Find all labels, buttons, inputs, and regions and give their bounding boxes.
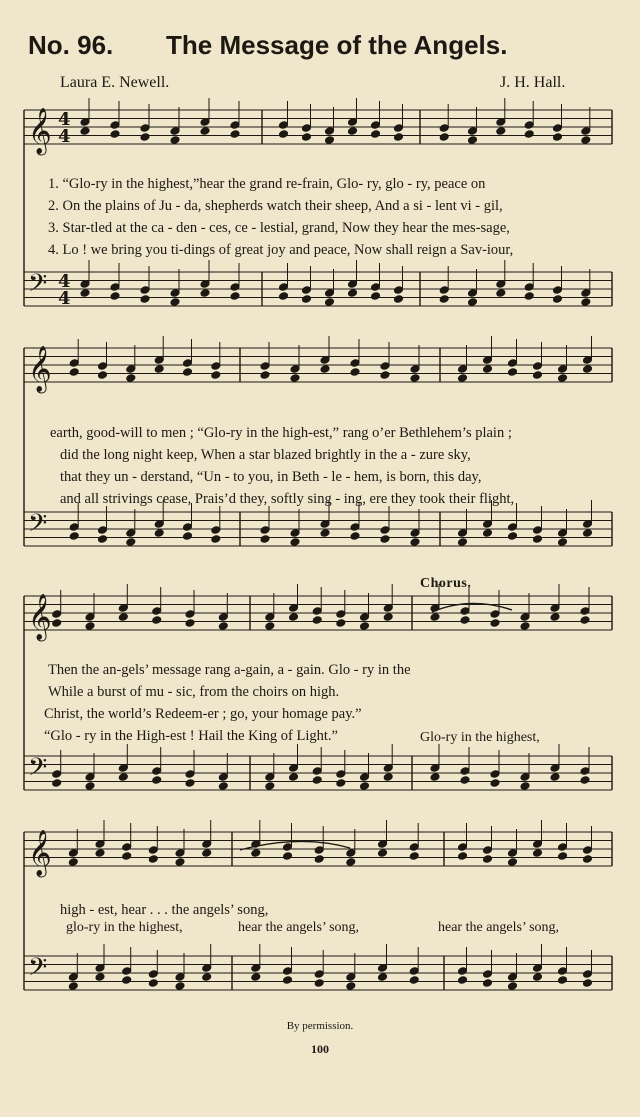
notehead: [482, 529, 492, 538]
treble-clef-icon: 𝄞: [28, 346, 52, 392]
notehead: [97, 535, 107, 544]
notehead: [110, 130, 120, 139]
notehead: [524, 292, 534, 301]
notehead: [154, 529, 164, 538]
notehead: [80, 289, 90, 298]
lyric-verse4-line3: “Glo - ry in the High-est ! Hail the King of Light.”: [44, 728, 338, 744]
notehead: [301, 133, 311, 142]
notehead: [218, 782, 228, 791]
notehead: [460, 776, 470, 785]
lyric-verse4-line2: and all strivings cease, Prais’d they, softly sing - ing, ere they took their flight,: [60, 491, 515, 507]
notehead: [182, 368, 192, 377]
notehead: [581, 136, 591, 145]
lyric-verse2-line2: did the long night keep, When a star blazed brightly in the a - zure sky,: [60, 447, 471, 463]
notehead: [148, 855, 158, 864]
chorus-bass-lyric-1: glo-ry in the highest,: [66, 920, 183, 935]
clefs: [28, 108, 71, 988]
lyric-verse1-line3: Then the an-gels’ message rang a-gain, a - gain. Glo - ry in the: [48, 662, 411, 678]
notehead: [126, 374, 136, 383]
notehead: [460, 616, 470, 625]
notehead: [312, 776, 322, 785]
notehead: [380, 371, 390, 380]
time-signature-digit: 4: [58, 126, 71, 147]
notehead: [110, 292, 120, 301]
notehead: [467, 298, 477, 307]
notehead: [582, 529, 592, 538]
notehead: [582, 855, 592, 864]
notehead: [68, 858, 78, 867]
notehead: [507, 982, 517, 991]
notehead: [118, 773, 128, 782]
bass-clef-icon: 𝄢: [28, 753, 48, 788]
notehead: [377, 973, 387, 982]
time-signature-digit: 4: [58, 271, 71, 292]
notehead: [52, 779, 62, 788]
chorus-bass-lyric-2: hear the angels’ song,: [238, 920, 360, 935]
notehead: [301, 295, 311, 304]
notehead: [211, 535, 221, 544]
time-signature-digit: 4: [58, 109, 71, 130]
notehead: [524, 130, 534, 139]
notehead: [439, 295, 449, 304]
notehead: [550, 613, 560, 622]
notehead: [230, 292, 240, 301]
notehead: [467, 136, 477, 145]
notehead: [200, 289, 210, 298]
notehead: [69, 368, 79, 377]
notehead: [410, 538, 420, 547]
lyric-verse3-line2: that they un - derstand, “Un - to you, in Beth - le - hem, is born, this day,: [60, 469, 482, 485]
lyric-verse4-line1: 4. Lo ! we bring you ti-dings of great joy and peace, Now shall reign a Sav-iour,: [48, 242, 514, 258]
notehead: [393, 295, 403, 304]
treble-clef-icon: 𝄞: [28, 830, 52, 876]
notehead: [251, 849, 261, 858]
notehead: [457, 852, 467, 861]
lyric-verse2-line1: 2. On the plains of Ju - da, shepherds watch their sheep, And a si - lent vi - gil,: [48, 198, 503, 214]
notehead: [278, 130, 288, 139]
chorus-treble-lyric: high - est, hear . . . the angels’ song,: [60, 902, 269, 918]
notehead: [85, 622, 95, 631]
notehead: [202, 973, 212, 982]
treble-clef-icon: 𝄞: [28, 594, 52, 640]
notehead: [557, 538, 567, 547]
notehead: [393, 133, 403, 142]
notehead: [336, 779, 346, 788]
notehead: [314, 855, 324, 864]
notehead: [457, 538, 467, 547]
permission-note: By permission.: [286, 1020, 354, 1032]
notehead: [482, 979, 492, 988]
notehead: [409, 976, 419, 985]
author-credit: Laura E. Newell.: [60, 74, 170, 91]
notehead: [482, 855, 492, 864]
notehead: [552, 295, 562, 304]
bass-clef-icon: 𝄢: [28, 269, 48, 304]
notehead: [288, 773, 298, 782]
notehead: [200, 127, 210, 136]
lyric-verse1-line2: earth, good-will to men ; “Glo-ry in the high-est,” rang o’er Bethlehem’s plain ;: [50, 425, 512, 441]
notehead: [320, 529, 330, 538]
notehead: [230, 130, 240, 139]
notehead: [182, 532, 192, 541]
notehead: [80, 127, 90, 136]
notehead: [557, 374, 567, 383]
notehead: [170, 298, 180, 307]
notehead: [324, 298, 334, 307]
notehead: [490, 779, 500, 788]
chorus-bass-lyric: Glo-ry in the highest,: [420, 730, 540, 745]
notehead: [346, 982, 356, 991]
notehead: [532, 535, 542, 544]
notehead: [439, 133, 449, 142]
notehead: [251, 973, 261, 982]
notehead: [532, 371, 542, 380]
notehead: [582, 365, 592, 374]
notehead: [350, 368, 360, 377]
notehead: [260, 371, 270, 380]
notehead: [457, 374, 467, 383]
notehead: [581, 298, 591, 307]
lyric-verse2-line3: While a burst of mu - sic, from the choirs on high.: [48, 684, 340, 700]
lyric-verse3-line1: 3. Star-tled at the ca - den - ces, ce - lestial, grand, Now they hear the mes-sage,: [48, 220, 510, 236]
hymn-title: The Message of the Angels.: [166, 30, 508, 60]
notehead: [557, 976, 567, 985]
notehead: [430, 773, 440, 782]
notehead: [520, 782, 530, 791]
notehead: [148, 979, 158, 988]
notehead: [290, 374, 300, 383]
notehead: [175, 982, 185, 991]
notehead: [552, 133, 562, 142]
notehead: [383, 613, 393, 622]
notehead: [118, 613, 128, 622]
chorus-label: Chorus.: [420, 576, 472, 591]
notehead: [550, 773, 560, 782]
notehead: [97, 371, 107, 380]
notehead: [122, 976, 132, 985]
notehead: [580, 776, 590, 785]
notehead: [122, 852, 132, 861]
notehead: [347, 127, 357, 136]
notehead: [265, 782, 275, 791]
notehead: [359, 622, 369, 631]
notehead: [507, 858, 517, 867]
notehead: [69, 532, 79, 541]
notehead: [52, 619, 62, 628]
notehead: [95, 849, 105, 858]
notehead: [336, 619, 346, 628]
notehead: [185, 619, 195, 628]
notehead: [265, 622, 275, 631]
notehead: [457, 976, 467, 985]
notehead: [218, 622, 228, 631]
notehead: [370, 130, 380, 139]
notehead: [377, 849, 387, 858]
notehead: [347, 289, 357, 298]
notehead: [324, 136, 334, 145]
notehead: [580, 616, 590, 625]
notehead: [152, 776, 162, 785]
page-number: 100: [311, 1042, 329, 1056]
notehead: [95, 973, 105, 982]
notehead: [430, 613, 440, 622]
notehead: [496, 127, 506, 136]
notehead: [185, 779, 195, 788]
notehead: [520, 622, 530, 631]
time-signature-digit: 4: [58, 288, 71, 309]
lyric-verse1-line1: 1. “Glo-ry in the highest,”hear the grand re-frain, Glo- ry, glo - ry, peace on: [48, 176, 486, 192]
notehead: [170, 136, 180, 145]
notehead: [557, 852, 567, 861]
notehead: [496, 289, 506, 298]
notehead: [175, 858, 185, 867]
notehead: [85, 782, 95, 791]
notehead: [383, 773, 393, 782]
hymn-number: No. 96.: [28, 30, 114, 60]
notehead: [312, 616, 322, 625]
notehead: [260, 535, 270, 544]
notehead: [68, 982, 78, 991]
notehead: [409, 852, 419, 861]
notehead: [202, 849, 212, 858]
notehead: [490, 619, 500, 628]
notehead: [288, 613, 298, 622]
notehead: [140, 295, 150, 304]
notehead: [359, 782, 369, 791]
notehead: [282, 976, 292, 985]
bass-clef-icon: 𝄢: [28, 509, 48, 544]
notehead: [507, 368, 517, 377]
notehead: [314, 979, 324, 988]
notehead: [380, 535, 390, 544]
notehead: [346, 858, 356, 867]
notehead: [154, 365, 164, 374]
notehead: [320, 365, 330, 374]
notehead: [350, 532, 360, 541]
notehead: [282, 852, 292, 861]
notehead: [370, 292, 380, 301]
lyric-verse3-line3: Christ, the world’s Redeem-er ; go, your homage pay.”: [44, 706, 362, 722]
notehead: [507, 532, 517, 541]
notehead: [152, 616, 162, 625]
treble-clef-icon: 𝄞: [28, 108, 52, 154]
notehead: [211, 371, 221, 380]
composer-credit: J. H. Hall.: [500, 74, 566, 91]
notehead: [126, 538, 136, 547]
notehead: [140, 133, 150, 142]
notehead: [410, 374, 420, 383]
notehead: [482, 365, 492, 374]
chorus-bass-lyric-3: hear the angels’ song,: [438, 920, 560, 935]
notehead: [532, 973, 542, 982]
notehead: [278, 292, 288, 301]
notehead: [582, 979, 592, 988]
notehead: [532, 849, 542, 858]
notehead: [290, 538, 300, 547]
bass-clef-icon: 𝄢: [28, 953, 48, 988]
